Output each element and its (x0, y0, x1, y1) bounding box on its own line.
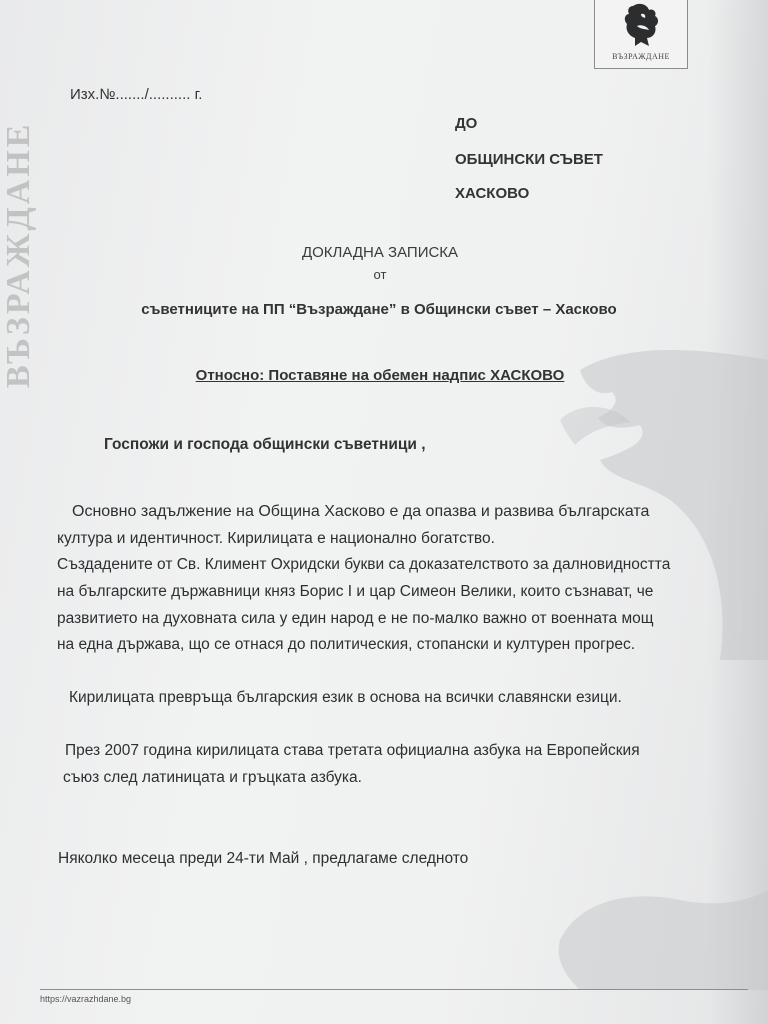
party-logo (594, 0, 688, 69)
addressee-to: ДО (455, 115, 478, 132)
logo-caption: ВЪЗРАЖДАНЕ (612, 52, 670, 61)
from-word: от (373, 267, 387, 282)
footer-url: https://vazrazhdane.bg (40, 994, 132, 1004)
body-p3-line2: съюз след латиницата и гръцката азбука. (63, 769, 362, 786)
lion-paw-watermark-icon (540, 880, 768, 990)
salutation: Госпожи и господа общински съветници , (104, 436, 426, 453)
body-p1-line2: култура и идентичност. Кирилицата е национално богатство. (57, 530, 495, 547)
body-p4: Няколко месеца преди 24-ти Май , предлагаме следното (58, 850, 469, 867)
subject-line (0, 367, 764, 384)
body-p3-line1: През 2007 година кирилицата става третата официална азбука на Европейския (65, 742, 640, 759)
footer-divider (40, 989, 748, 990)
body-p1-line3: Създадените от Св. Климент Охридски букви са доказателството за далновидността (57, 556, 671, 573)
addressee-council: ОБЩИНСКИ СЪВЕТ (455, 151, 603, 168)
body-p1-line4: на българските държавници княз Борис I и цар Симеон Велики, които съзнават, че (57, 583, 654, 600)
subject-text: Относно: Поставяне на обемен надпис ХАСКОВО (195, 367, 565, 384)
side-brand-watermark: ВЪЗРАЖДАНЕ (0, 121, 37, 389)
body-p1-line5: развитието на духовната сила у един народ е не по-малко важно от военната мощ (57, 610, 654, 627)
from-text: съветниците на ПП “Възраждане” в Общински съвет – Хасково (141, 301, 617, 318)
body-p2: Кирилицата превръща българския език в основа на всички славянски езици. (69, 689, 622, 706)
document-type: ДОКЛАДНА ЗАПИСКА (301, 244, 459, 261)
body-p1-line1: Основно задължение на Община Хасково е да опазва и развива българската (72, 503, 650, 520)
body-p1-line6: на една държава, що се отнася до политическия, стопански и културен прогрес. (57, 636, 636, 653)
outgoing-number: Изх.№......./.......... г. (70, 86, 203, 103)
lion-logo-icon (619, 2, 663, 48)
addressee-city: ХАСКОВО (455, 185, 530, 202)
